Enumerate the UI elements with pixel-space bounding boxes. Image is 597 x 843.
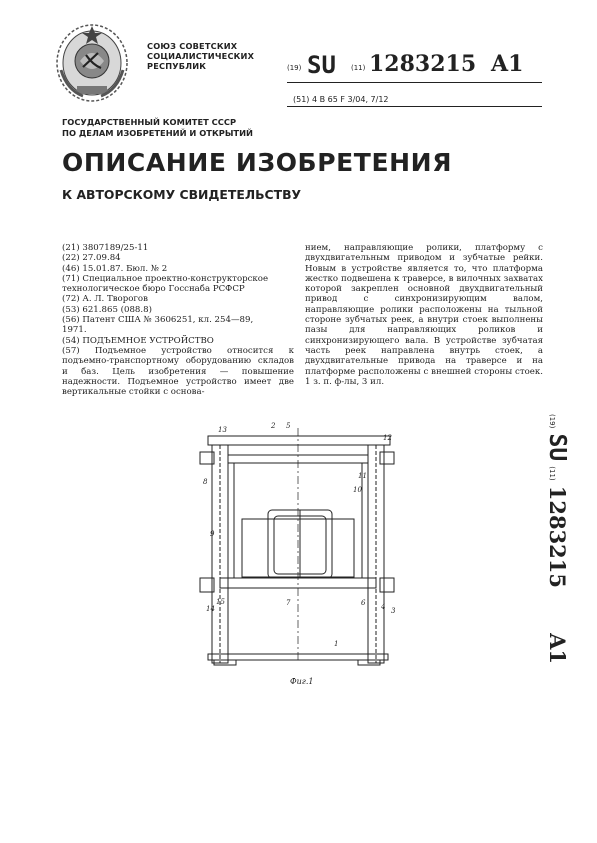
side-publication-number — [530, 414, 570, 674]
ipc-value: B 65 F 3/04, 7/12 — [319, 95, 389, 104]
side-country-code-label: (19) — [548, 414, 556, 429]
document-title: ОПИСАНИЕ ИЗОБРЕТЕНИЯ — [62, 148, 453, 177]
biblio-line: (71) Специальное проектно-конструкторское — [62, 273, 269, 284]
header-rule — [287, 82, 542, 83]
biblio-line: технологическое бюро Госснаба РСФСР — [62, 284, 245, 295]
committee — [62, 117, 312, 139]
state-line: СОЮЗ СОВЕТСКИХ — [147, 41, 238, 51]
ipc-label: (51) 4 — [293, 95, 318, 104]
state-line: РЕСПУБЛИК — [147, 61, 207, 71]
biblio-line: (54) ПОДЪЕМНОЕ УСТРОЙСТВО — [62, 335, 214, 346]
biblio-line: 1971. — [62, 325, 87, 336]
figure-label: 7 — [286, 599, 291, 607]
figure-caption: Фиг.1 — [290, 677, 314, 686]
country-code: SU — [307, 51, 336, 79]
figure-label: 15 — [216, 598, 225, 606]
state-name — [147, 41, 277, 71]
ussr-emblem-icon — [53, 20, 131, 105]
biblio-line: (21) 3807189/25-11 — [62, 243, 149, 253]
side-kind-code: A1 — [545, 633, 570, 665]
side-doc-number-label: (11) — [548, 466, 556, 481]
figure-label: 13 — [218, 426, 227, 434]
figure-label: 8 — [203, 478, 208, 486]
figure-label: 9 — [210, 530, 215, 538]
biblio-line: (46) 15.01.87. Бюл. № 2 — [62, 263, 168, 274]
committee-line: ПО ДЕЛАМ ИЗОБРЕТЕНИЙ И ОТКРЫТИЙ — [62, 128, 253, 138]
kind-code: A1 — [491, 51, 524, 77]
country-code-label: (19) — [287, 64, 302, 72]
state-line: СОЦИАЛИСТИЧЕСКИХ — [147, 51, 255, 61]
doc-number: 1283215 — [369, 51, 477, 77]
document-subtitle: К АВТОРСКОМУ СВИДЕТЕЛЬСТВУ — [62, 187, 302, 202]
ipc-rule — [287, 106, 542, 107]
figure-label: 14 — [206, 605, 215, 613]
biblio-line: (53) 621.865 (088.8) — [62, 304, 152, 315]
doc-number-label: (11) — [351, 64, 366, 72]
figure-label: 11 — [358, 472, 367, 480]
figure-label: 4 — [381, 603, 386, 611]
figure-label: 12 — [383, 434, 392, 442]
figure-label: 1 — [334, 640, 339, 648]
figure-label: 3 — [391, 607, 396, 615]
ipc-classification — [293, 95, 389, 104]
figure-label: 10 — [353, 486, 362, 494]
side-doc-number: 1283215 — [545, 485, 570, 589]
abstract-start: (57) Подъемное устройство относится к подъемно-транспортному оборудованию складов и баз. Цель изобретения — повышение надежности. Подъемное устройство имеет две вертикальные стойки с основа- — [62, 345, 294, 398]
figure-label: 6 — [361, 599, 366, 607]
biblio-line: (72) А. Л. Творогов — [62, 294, 148, 305]
left-column — [62, 243, 294, 397]
figure-1-drawing — [198, 418, 410, 686]
biblio-line: (56) Патент США № 3606251, кл. 254—89, — [62, 315, 254, 326]
side-country-code: SU — [544, 433, 570, 462]
committee-line: ГОСУДАРСТВЕННЫЙ КОМИТЕТ СССР — [62, 117, 237, 127]
biblio-line: (22) 27.09.84 — [62, 253, 121, 264]
figure-label: 5 — [286, 422, 291, 430]
abstract-continuation: нием, направляющие ролики, платформу с двухдвигательным приводом и зубчатые рейки. Новым в устройстве является то, что платформа жестко подвешена к траверсе, в вилочных захватах которой закреплен основной двухдвигательный привод с синхронизирующим валом, направляющие ролики расположены на тыльной стороне зубчатых реек, а внутри стоек выполнены пазы для направляющих роликов и синхронизирующего вала. В устройстве зубчатая часть реек направлена внутрь стоек, а двухдвигательные привода на траверсе и на платформе расположены с внешней стороны стоек. 1 з. п. ф-лы, 3 ил. — [305, 243, 543, 387]
publication-number — [287, 51, 547, 81]
figure-label: 2 — [271, 422, 276, 430]
